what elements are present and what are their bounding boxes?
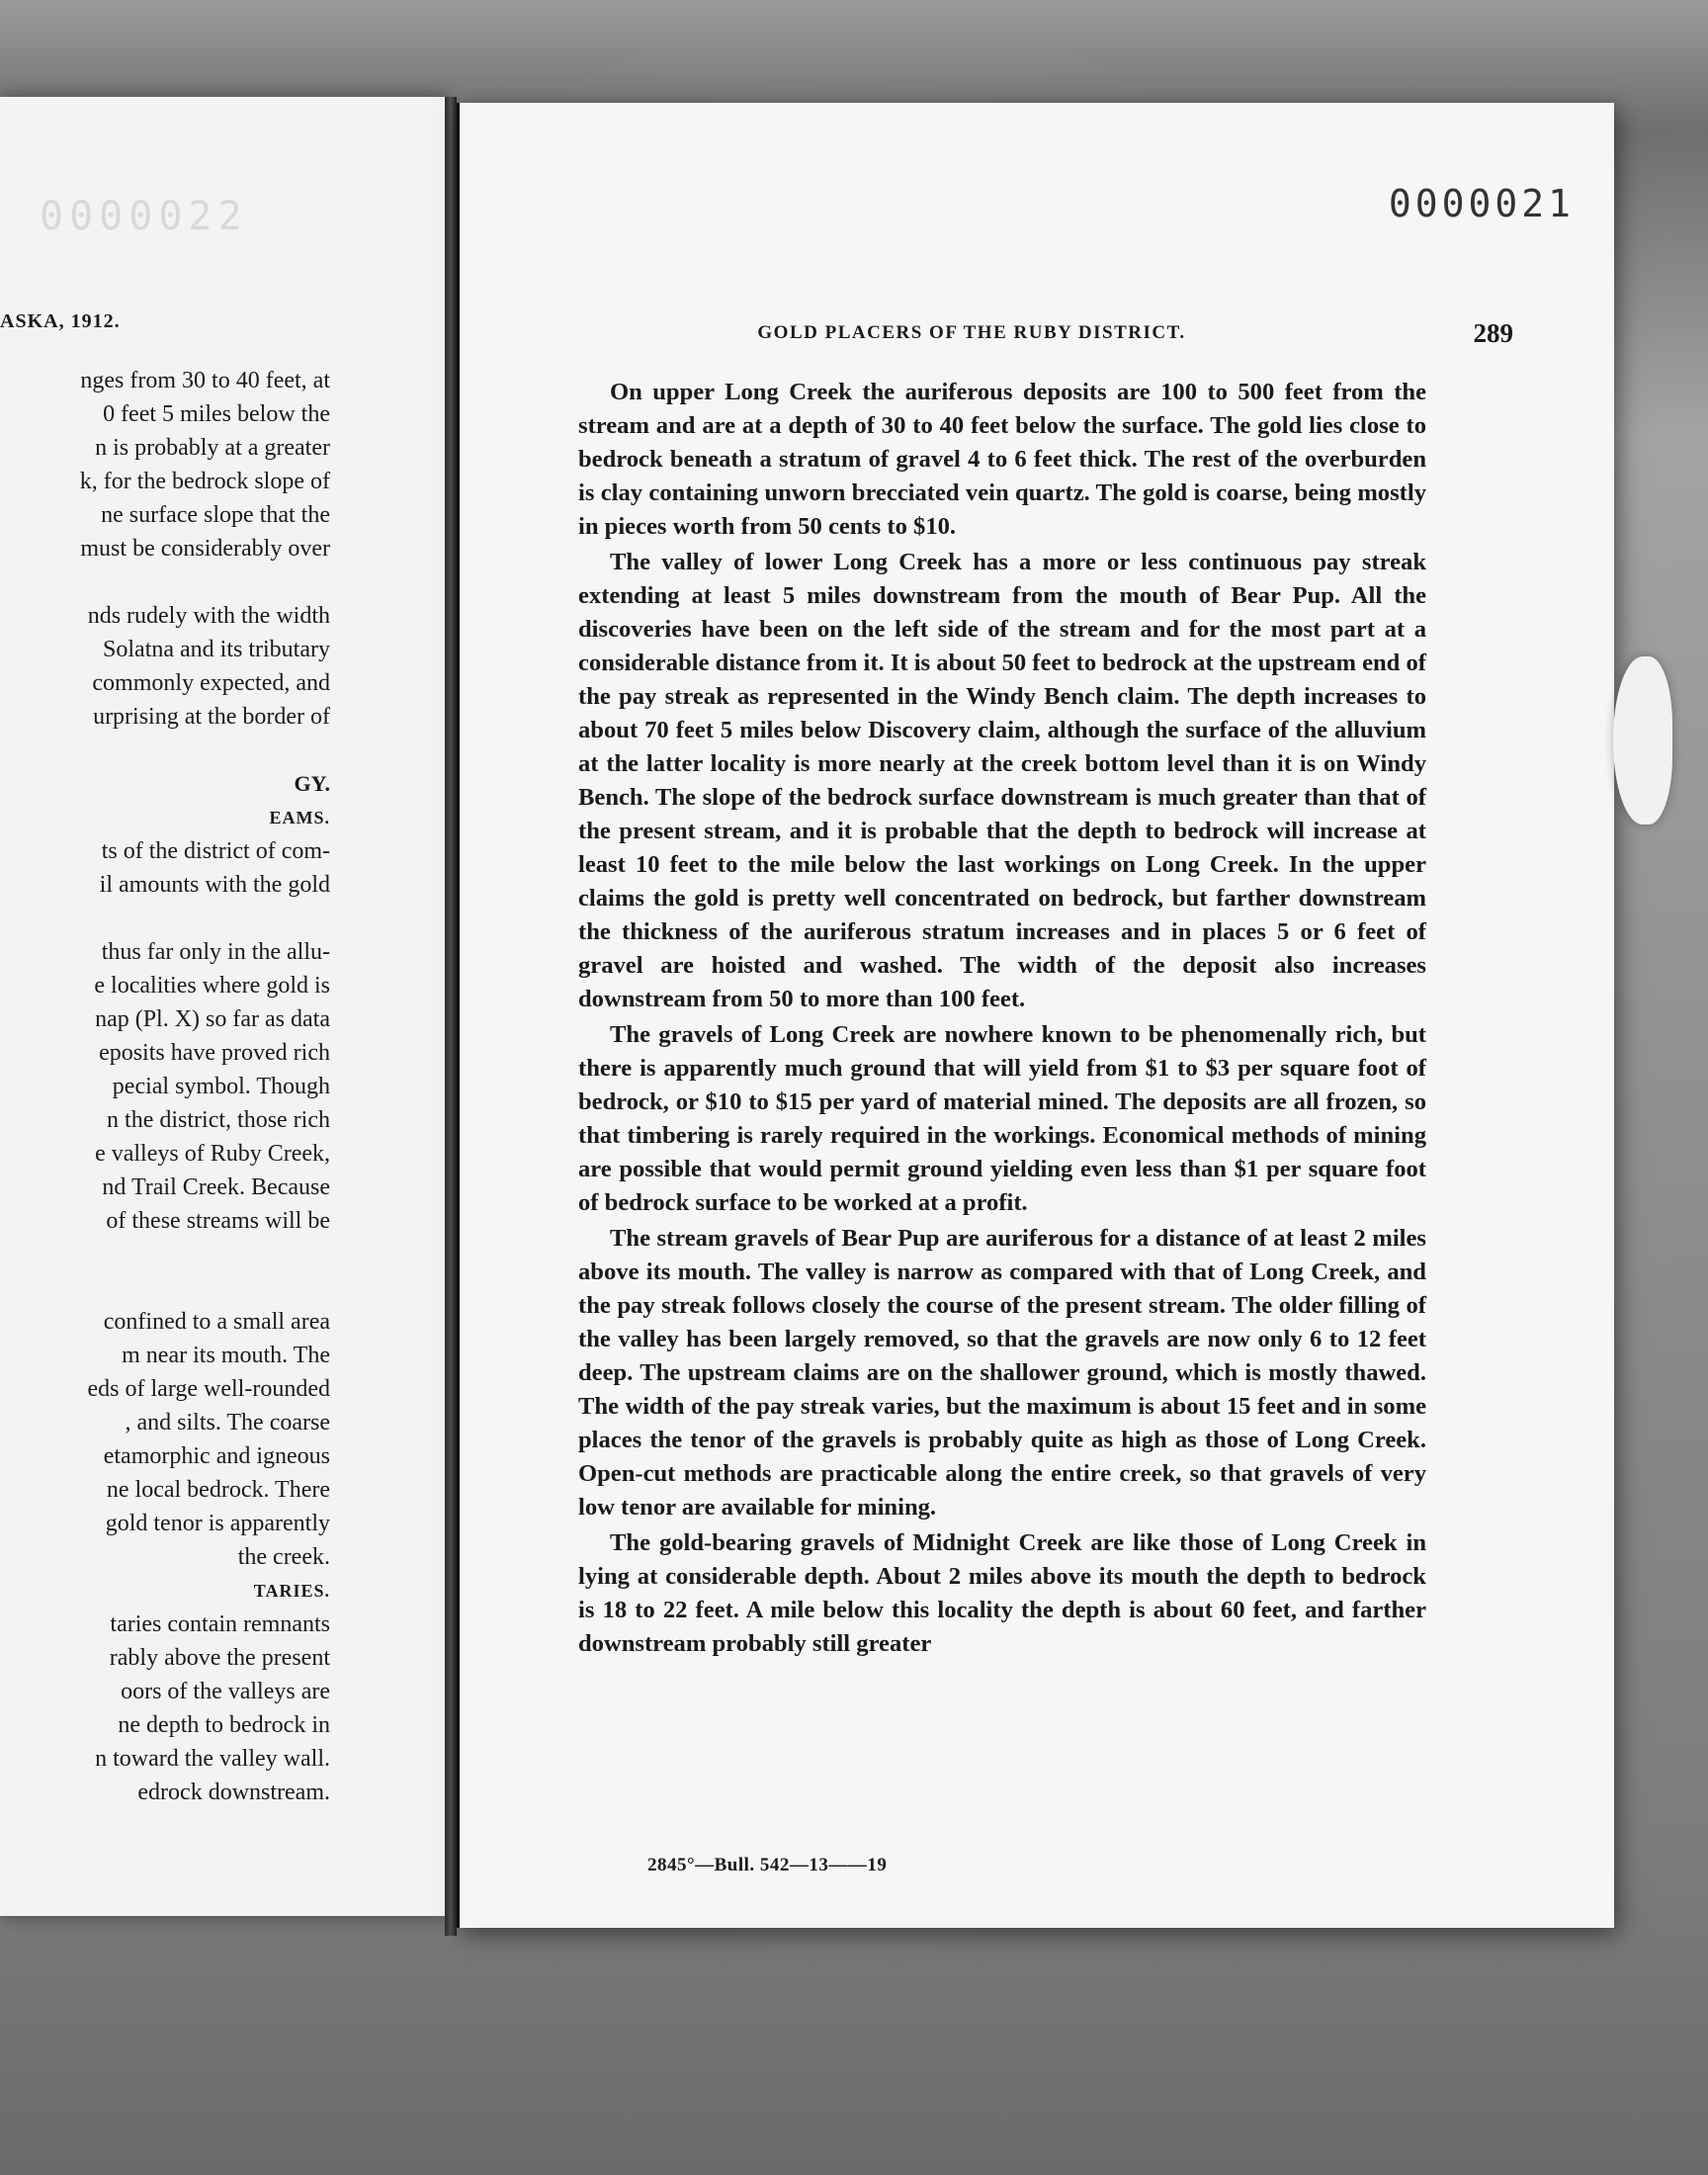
left-text-line: GY. [294,771,330,796]
left-text-line: nd Trail Creek. Because [102,1174,330,1200]
paragraph: The valley of lower Long Creek has a more or less continuous pay streak extending at least 5 miles downstream from the mouth of Bear Pup. All the discoveries have been on the left side of the stream and for the most part at a considerable distance from it. It is about 50 feet to bedrock at the upstream end of the pay streak as represented in the Windy Bench claim. The depth increases to about 70 feet 5 miles below Discovery claim, although the surface of the alluvium at the latter locality is more nearly at the creek bottom level than it is on Windy Bench. The slope of the bedrock surface downstream is much greater than that of the present stream, and it is probable that the depth to bedrock will increase at least 10 feet to the mile below the last workings on Long Creek. In the upper claims the gold is pretty well concentrated on bedrock, but farther downstream the thickness of the auriferous stratum increases and in places 5 or 6 feet of gravel are hoisted and washed. The width of the deposit also increases downstream from 50 to more than 100 feet. [578,549,1426,1012]
left-page-stamp-number: 0000022 [40,194,248,239]
left-text-line: pecial symbol. Though [112,1074,330,1099]
left-text-line: il amounts with the gold [99,872,330,898]
left-text-line: Solatna and its tributary [103,637,330,662]
left-text-line: ts of the district of com- [101,838,330,864]
left-text-line: nap (Pl. X) so far as data [95,1006,330,1032]
footer-signature: 2845°—Bull. 542—13——19 [647,1855,888,1875]
left-text-line: of these streams will be [106,1208,330,1234]
left-text-line: the creek. [237,1544,330,1570]
left-text-line: etamorphic and igneous [103,1443,330,1469]
left-text-line: nges from 30 to 40 feet, at [80,368,330,393]
left-text-line: thus far only in the allu- [101,939,330,965]
left-page [0,97,447,1916]
left-text-line: m near its mouth. The [122,1343,330,1368]
left-page-running-head [0,310,447,333]
left-text-line: EAMS. [269,808,330,827]
left-text-line: rably above the present [109,1645,330,1671]
left-text-line: , and silts. The coarse [125,1410,330,1436]
left-blank-line [0,902,330,935]
left-text-line: eds of large well-rounded [87,1376,330,1402]
left-text-line: n toward the valley wall. [95,1746,330,1772]
paragraph: The gravels of Long Creek are nowhere known to be phenomenally rich, but there is apparently much ground that will yield from $1 to $3 per square foot of bedrock, or $10 to $15 per yard of material mined. The deposits are all frozen, so that timbering is rarely required in the workings. Economical methods of mining are possible that would permit ground yielding even less than $1 per square foot of bedrock surface to be worked at a profit. [578,1021,1426,1216]
book-spine [445,97,457,1936]
right-page [457,103,1614,1928]
left-text-line: oors of the valleys are [121,1679,330,1704]
left-text-line: TARIES. [253,1581,330,1601]
paragraph: The stream gravels of Bear Pup are auriferous for a distance of at least 2 miles above its mouth. The valley is narrow as compared with that of Long Creek, and the pay streak follows closely the course of the present stream. The older filling of the valley has been largely removed, so that the gravels are now only 6 to 12 feet deep. The upstream claims are on the shallower ground, which is mostly thawed. The width of the pay streak varies, but the maximum is about 15 feet and in some places the tenor of the gravels is probably quite as high as those of Long Creek. Open-cut methods are practicable along the entire creek, so that gravels of very low tenor are available for mining. [578,1225,1426,1521]
left-text-line: gold tenor is apparently [105,1511,330,1536]
left-text-line: eposits have proved rich [99,1040,330,1066]
running-head-title: GOLD PLACERS OF THE RUBY DISTRICT. [757,322,1186,343]
left-text-line: 0 feet 5 miles below the [103,401,330,427]
left-text-line: confined to a small area [103,1309,330,1335]
left-blank-line [0,1271,330,1305]
page-number: 289 [1473,318,1513,348]
left-running-head-text: ASKA, 1912. [0,310,121,332]
paragraph: The gold-bearing gravels of Midnight Creek are like those of Long Creek in lying at considerable depth. About 2 miles above its mouth the depth to bedrock is 18 to 22 feet. A mile below this locality the depth is about 60 feet, and farther downstream probably still greater [578,1529,1426,1657]
left-text-line: k, for the bedrock slope of [79,469,330,494]
left-text-line: commonly expected, and [92,670,330,696]
left-text-line: e valleys of Ruby Creek, [95,1141,330,1167]
left-text-line: taries contain remnants [110,1611,330,1637]
left-text-line: edrock downstream. [137,1780,330,1805]
body-text [578,376,1426,1663]
left-text-line: ne surface slope that the [101,502,330,528]
stamp-number: 0000021 [1388,182,1575,225]
left-blank-line [0,734,330,767]
left-text-line: ne local bedrock. There [106,1477,330,1503]
left-blank-line [0,1238,330,1271]
paper-edge-fold [1613,656,1672,825]
paragraph: On upper Long Creek the auriferous deposits are 100 to 500 feet from the stream and are at a depth of 30 to 40 feet below the surface. The gold lies close to bedrock beneath a stratum of gravel 4 to 6 feet thick. The rest of the overburden is clay containing unworn brecciated vein quartz. The gold is coarse, being mostly in pieces worth from 50 cents to $10. [578,379,1426,540]
left-blank-line [0,566,330,599]
left-text-line: urprising at the border of [93,704,330,730]
left-page-text [0,364,330,1809]
left-text-line: n is probably at a greater [95,435,330,461]
left-text-line: nds rudely with the width [87,603,330,629]
left-text-line: must be considerably over [80,536,330,562]
left-text-line: n the district, those rich [107,1107,330,1133]
left-text-line: ne depth to bedrock in [118,1712,330,1738]
left-text-line: e localities where gold is [94,973,330,999]
